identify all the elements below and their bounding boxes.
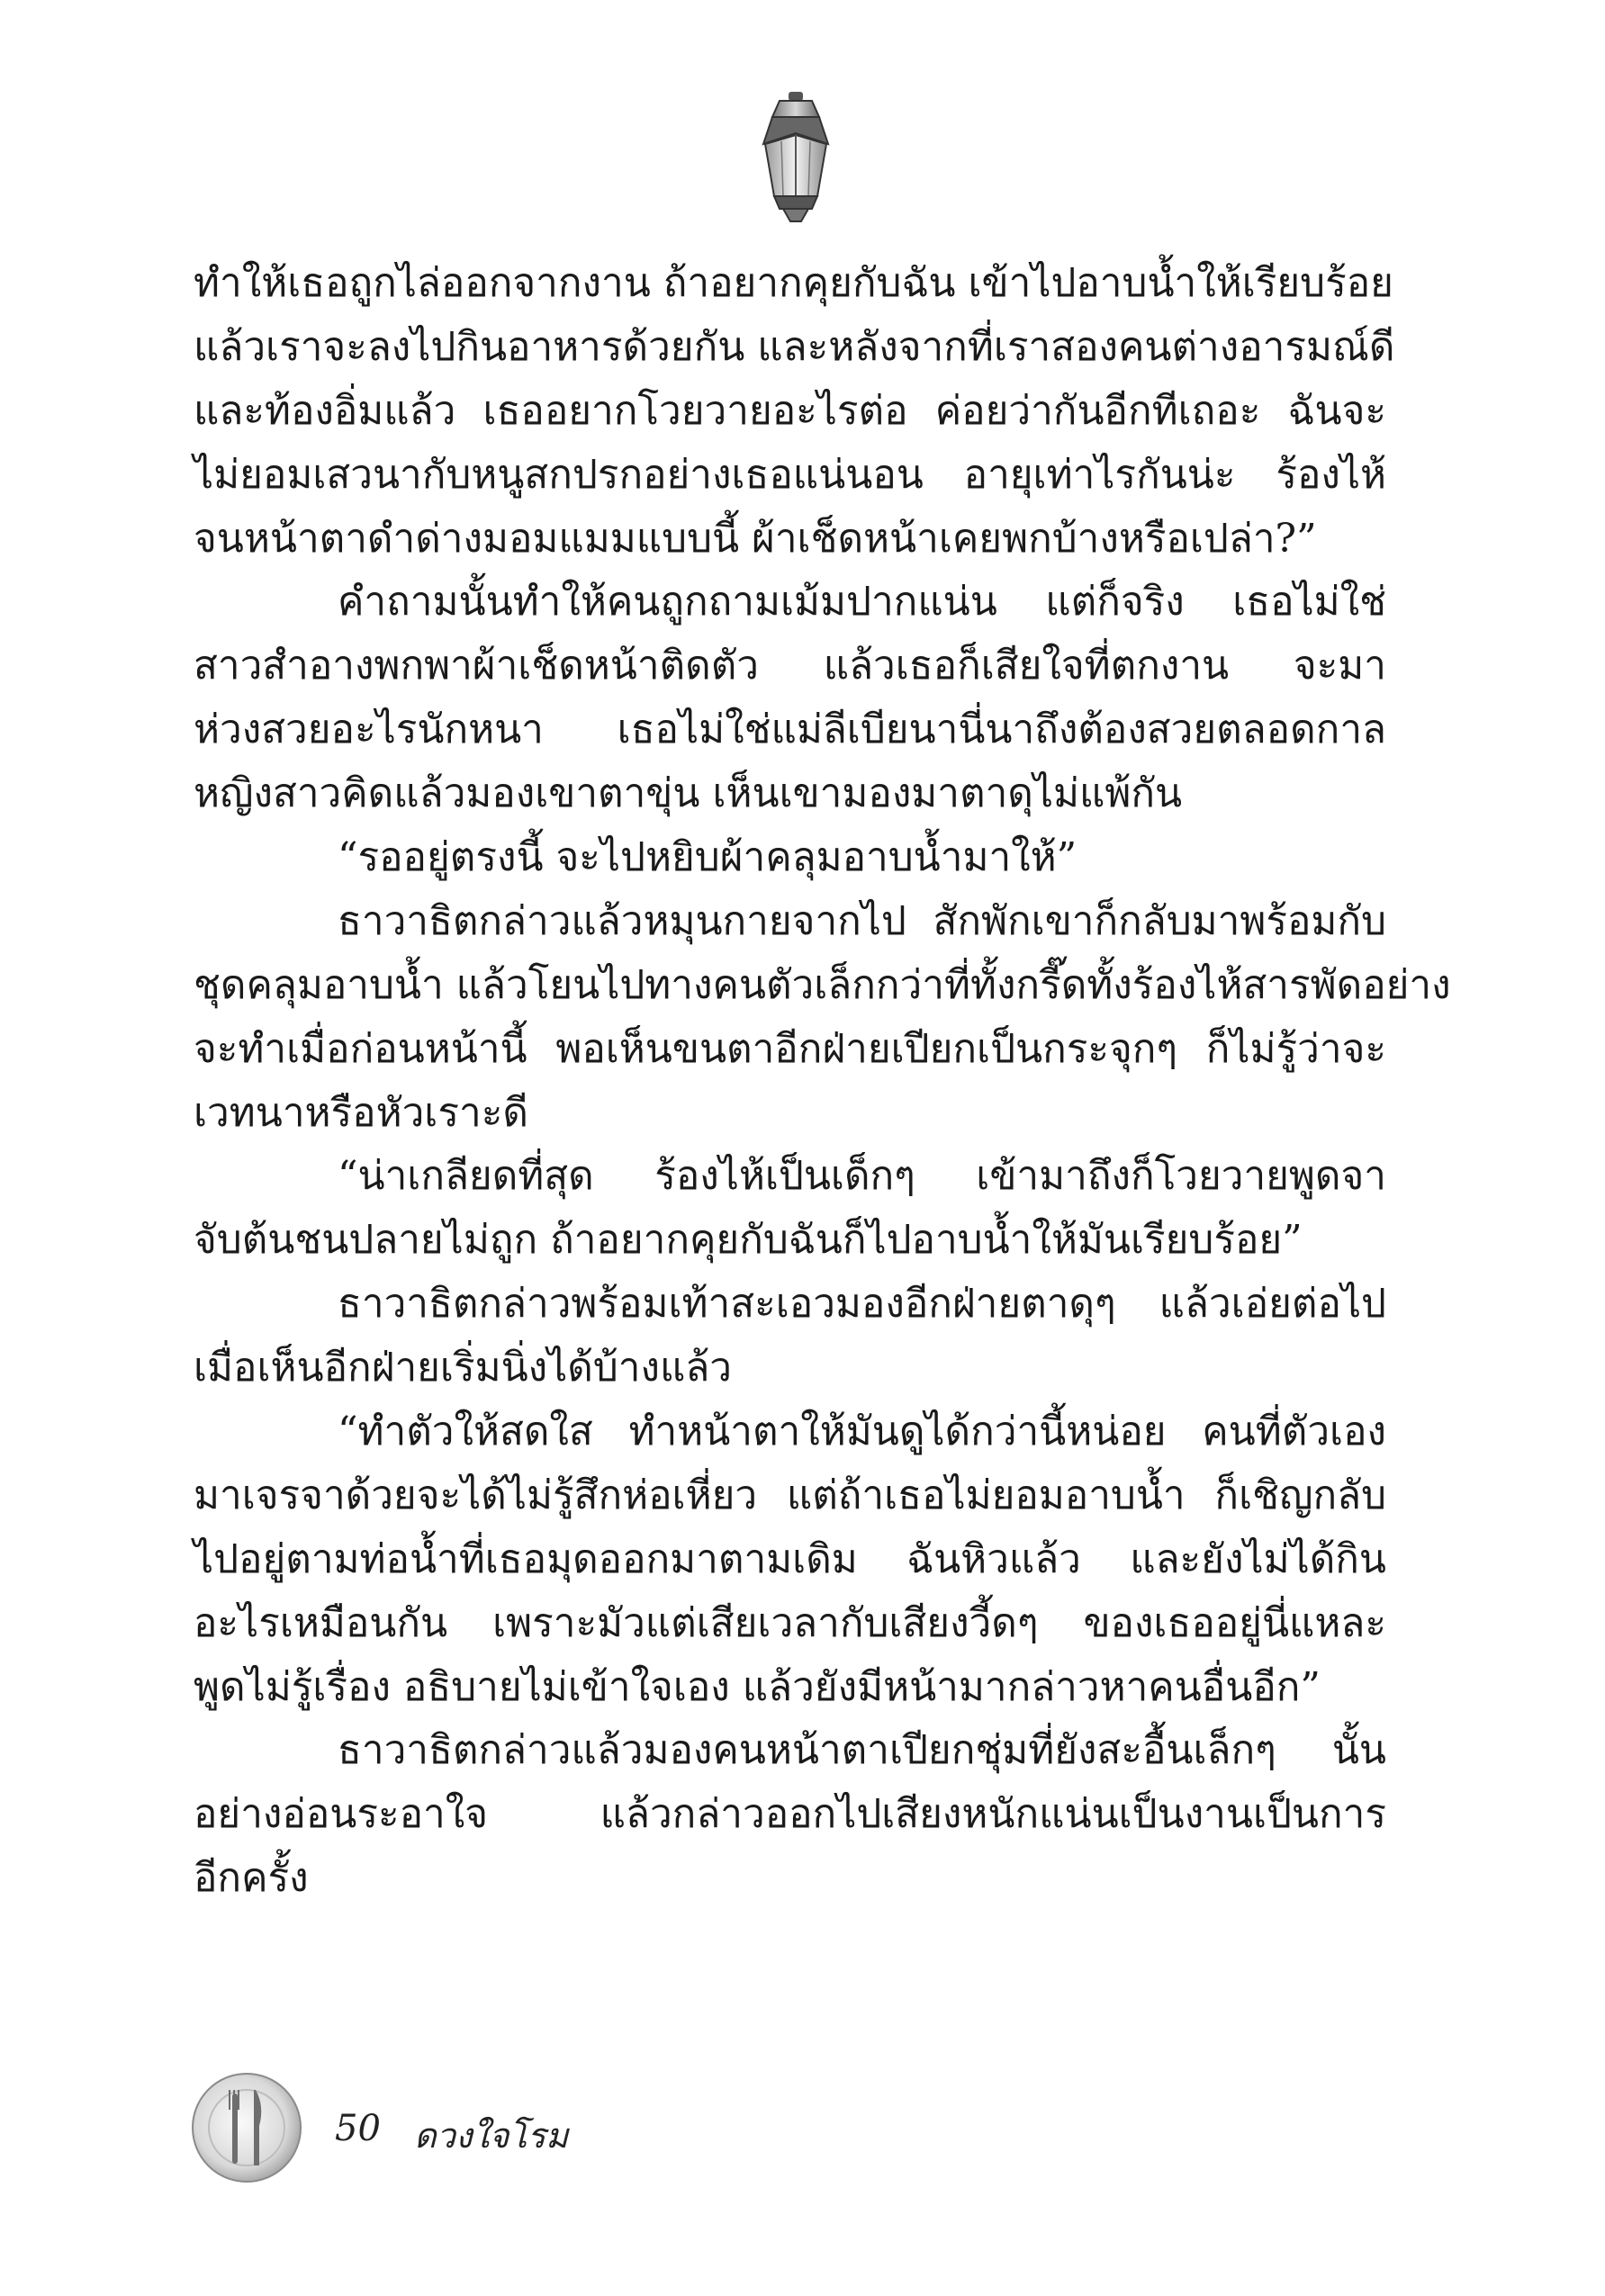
text-line: ไม่ยอมเสวนากับหนูสกปรกอย่างเธอแน่นอน อายุเท่าไรกันน่ะ ร้องไห้ xyxy=(194,451,1386,498)
text-line: เมื่อเห็นอีกฝ่ายเริ่มนิ่งได้บ้างแล้ว xyxy=(194,1345,733,1391)
text-line: “รออยู่ตรงนี้ จะไปหยิบผ้าคลุมอาบน้ำมาให้” xyxy=(338,834,1078,881)
text-line: อะไรเหมือนกัน เพราะมัวแต่เสียเวลากับเสียงวี้ดๆ ของเธออยู่นี่แหละ xyxy=(194,1599,1386,1646)
text-line: ไปอยู่ตามท่อน้ำที่เธอมุดออกมาตามเดิม ฉันหิวแล้ว และยังไม่ได้กิน xyxy=(194,1535,1386,1582)
text-line: และท้องอิ่มแล้ว เธออยากโวยวายอะไรต่อ ค่อยว่ากันอีกทีเถอะ ฉันจะ xyxy=(194,387,1386,434)
text-line: อีกครั้ง xyxy=(194,1855,309,1902)
text-line: ธาวาธิตกล่าวพร้อมเท้าสะเอวมองอีกฝ่ายตาดุๆ แล้วเอ่ยต่อไป xyxy=(338,1281,1386,1328)
text-line: ทำให้เธอถูกไล่ออกจากงาน ถ้าอยากคุยกับฉัน เข้าไปอาบน้ำให้เรียบร้อย xyxy=(194,260,1393,306)
text-line: เวทนาหรือหัวเราะดี xyxy=(194,1089,528,1136)
text-line: ธาวาธิตกล่าวแล้วหมุนกายจากไป สักพักเขาก็กลับมาพร้อมกับ xyxy=(338,897,1386,944)
page-number: 50 xyxy=(335,2108,381,2149)
text-line: ห่วงสวยอะไรนักหนา เธอไม่ใช่แม่ลีเบียนานี่นาถึงต้องสวยตลอดกาล xyxy=(194,707,1386,753)
text-line: ธาวาธิตกล่าวแล้วมองคนหน้าตาเปียกชุ่มที่ยังสะอื้นเล็กๆ นั้น xyxy=(338,1727,1386,1774)
lantern-icon xyxy=(753,90,839,225)
text-line: พูดไม่รู้เรื่อง อธิบายไม่เข้าใจเอง แล้วยังมีหน้ามากล่าวหาคนอื่นอีก” xyxy=(194,1663,1321,1710)
text-line: จะทำเมื่อก่อนหน้านี้ พอเห็นขนตาอีกฝ่ายเปียกเป็นกระจุกๆ ก็ไม่รู้ว่าจะ xyxy=(194,1025,1386,1072)
text-line: จับต้นชนปลายไม่ถูก ถ้าอยากคุยกับฉันก็ไปอาบน้ำให้มันเรียบร้อย” xyxy=(194,1217,1303,1264)
page-footer xyxy=(189,2070,729,2187)
text-line: อย่างอ่อนระอาใจ แล้วกล่าวออกไปเสียงหนักแน่นเป็นงานเป็นการ xyxy=(194,1791,1386,1838)
text-line: สาวสำอางพกพาผ้าเช็ดหน้าติดตัว แล้วเธอก็เสียใจที่ตกงาน จะมา xyxy=(194,643,1386,689)
text-line: “ทำตัวให้สดใส ทำหน้าตาให้มันดูได้กว่านี้หน่อย คนที่ตัวเอง xyxy=(338,1409,1386,1455)
plate-cutlery-icon xyxy=(189,2070,304,2185)
text-line: แล้วเราจะลงไปกินอาหารด้วยกัน และหลังจากที่เราสองคนต่างอารมณ์ดี xyxy=(194,323,1395,370)
text-line: หญิงสาวคิดแล้วมองเขาตาขุ่น เห็นเขามองมาตาดุไม่แพ้กัน xyxy=(194,770,1183,817)
text-line: มาเจรจาด้วยจะได้ไม่รู้สึกห่อเหี่ยว แต่ถ้าเธอไม่ยอมอาบน้ำ ก็เชิญกลับ xyxy=(194,1472,1386,1518)
book-title: ดวงใจโรม xyxy=(414,2116,569,2156)
text-line: คำถามนั้นทำให้คนถูกถามเม้มปากแน่น แต่ก็จริง เธอไม่ใช่ xyxy=(338,579,1386,626)
text-line: จนหน้าตาดำด่างมอมแมมแบบนี้ ผ้าเช็ดหน้าเคยพกบ้างหรือเปล่า?” xyxy=(194,515,1317,562)
text-line: “น่าเกลียดที่สุด ร้องไห้เป็นเด็กๆ เข้ามาถึงก็โวยวายพูดจา xyxy=(338,1153,1386,1200)
body-text xyxy=(194,252,1451,1911)
text-line: ชุดคลุมอาบน้ำ แล้วโยนไปทางคนตัวเล็กกว่าที่ทั้งกรี๊ดทั้งร้องไห้สารพัดอย่าง xyxy=(194,961,1451,1008)
